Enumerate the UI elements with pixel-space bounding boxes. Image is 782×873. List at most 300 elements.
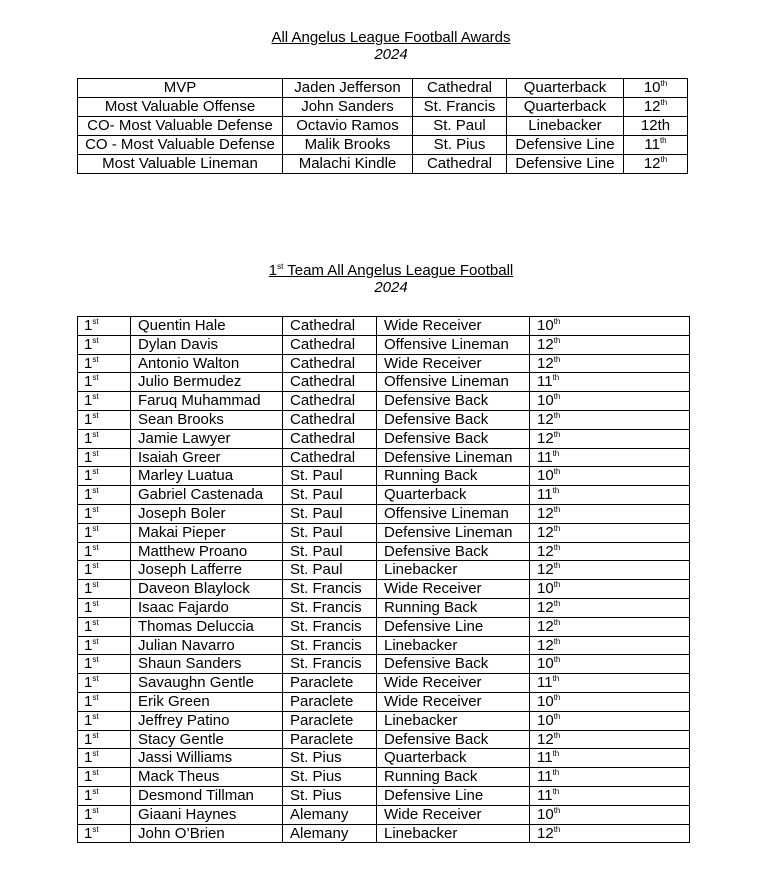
- first-team-table: [77, 316, 690, 843]
- grade-number: 11: [537, 373, 553, 391]
- team-ordinal: st: [92, 598, 99, 608]
- grade-ordinal: th: [553, 523, 561, 533]
- grade-number: 11: [644, 136, 660, 153]
- grade-ordinal: th: [553, 711, 561, 721]
- grade-cell: [530, 429, 690, 448]
- player-name: Jamie Lawyer: [131, 429, 283, 448]
- school-name: Paraclete: [283, 711, 377, 730]
- team-cell: [78, 467, 131, 486]
- team-ordinal: st: [92, 317, 99, 326]
- grade-number: 12: [537, 542, 554, 560]
- team-number: 1: [84, 467, 93, 485]
- team-ordinal: st: [92, 692, 99, 702]
- grade-cell: [530, 692, 690, 711]
- grade-ordinal: th: [552, 674, 560, 684]
- player-position: Running Back: [377, 768, 530, 787]
- grade-cell: [530, 467, 690, 486]
- player-position: Linebacker: [377, 636, 530, 655]
- player-name: Marley Luatua: [131, 467, 283, 486]
- player-position: Quarterback: [377, 749, 530, 768]
- school-name: Cathedral: [283, 392, 377, 411]
- team-cell: [78, 392, 131, 411]
- grade-ordinal: th: [553, 636, 561, 646]
- table-row: [78, 636, 690, 655]
- table-row: [78, 373, 690, 392]
- player-name: Mack Theus: [131, 768, 283, 787]
- team-ordinal: st: [92, 617, 99, 627]
- team-number: 1: [84, 749, 93, 767]
- school-name: St. Francis: [413, 98, 507, 117]
- player-name: Shaun Sanders: [131, 655, 283, 674]
- grade-cell: [530, 392, 690, 411]
- grade-number: 11: [537, 786, 553, 804]
- team-number: 1: [84, 504, 93, 522]
- team-number: 1: [84, 486, 93, 504]
- award-row: [78, 117, 688, 136]
- grade-cell: [530, 674, 690, 693]
- team-cell: [78, 805, 131, 824]
- grade-number: 12: [537, 410, 554, 428]
- team-number: 1: [84, 824, 93, 842]
- player-name: Joseph Lafferre: [131, 561, 283, 580]
- grade-number: 10: [537, 805, 554, 823]
- team-cell: [78, 335, 131, 354]
- player-position: Linebacker: [507, 117, 624, 136]
- team-number: 1: [84, 655, 93, 673]
- school-name: St. Francis: [283, 636, 377, 655]
- player-position: Wide Receiver: [377, 674, 530, 693]
- table-row: [78, 768, 690, 787]
- grade-number: 12: [537, 561, 554, 579]
- grade-cell: [530, 598, 690, 617]
- school-name: Alemany: [283, 824, 377, 843]
- table-row: [78, 786, 690, 805]
- school-name: St. Pius: [283, 749, 377, 768]
- team-number: 1: [84, 674, 93, 692]
- team-cell: [78, 561, 131, 580]
- team-cell: [78, 768, 131, 787]
- player-position: Defensive Back: [377, 655, 530, 674]
- grade-cell: [624, 79, 688, 98]
- team-cell: [78, 504, 131, 523]
- grade-cell: [530, 335, 690, 354]
- school-name: St. Pius: [283, 768, 377, 787]
- team-number: 1: [84, 786, 93, 804]
- grade-ordinal: th: [553, 805, 561, 815]
- player-position: Wide Receiver: [377, 317, 530, 336]
- awards-year: 2024: [374, 46, 408, 63]
- grade-cell: [624, 136, 688, 155]
- player-name: Antonio Walton: [131, 354, 283, 373]
- team-number: 1: [84, 448, 93, 466]
- grade-number: 12th: [640, 117, 671, 134]
- player-position: Offensive Lineman: [377, 504, 530, 523]
- awards-title: All Angelus League Football Awards: [271, 29, 511, 46]
- school-name: St. Francis: [283, 655, 377, 674]
- grade-number: 10: [643, 79, 661, 96]
- team-number: 1: [84, 636, 93, 654]
- grade-ordinal: th: [553, 335, 561, 345]
- player-name: Gabriel Castenada: [131, 486, 283, 505]
- school-name: Cathedral: [413, 79, 507, 98]
- grade-number: 12: [643, 155, 661, 172]
- player-position: Linebacker: [377, 561, 530, 580]
- team-ordinal: st: [92, 354, 99, 364]
- grade-ordinal: th: [553, 617, 561, 627]
- team-ordinal: st: [92, 824, 99, 834]
- team-ordinal: st: [92, 768, 99, 778]
- player-name: Desmond Tillman: [131, 786, 283, 805]
- grade-ordinal: th: [660, 155, 668, 164]
- team-cell: [78, 523, 131, 542]
- player-position: Offensive Lineman: [377, 373, 530, 392]
- grade-cell: [530, 354, 690, 373]
- team-ordinal: st: [92, 561, 99, 571]
- player-name: Sean Brooks: [131, 410, 283, 429]
- grade-ordinal: th: [552, 486, 560, 496]
- team-number: 1: [84, 429, 93, 447]
- grade-number: 10: [537, 655, 554, 673]
- team-cell: [78, 711, 131, 730]
- player-position: Defensive Back: [377, 542, 530, 561]
- grade-ordinal: th: [552, 373, 560, 383]
- award-row: [78, 155, 688, 174]
- award-name: CO- Most Valuable Defense: [78, 117, 283, 136]
- team-year: 2024: [374, 279, 408, 296]
- school-name: St. Pius: [283, 786, 377, 805]
- player-name: John Sanders: [283, 98, 413, 117]
- table-row: [78, 392, 690, 411]
- player-name: Jaden Jefferson: [283, 79, 413, 98]
- team-number: 1: [84, 523, 93, 541]
- team-cell: [78, 674, 131, 693]
- grade-cell: [530, 824, 690, 843]
- school-name: St. Paul: [283, 467, 377, 486]
- grade-ordinal: th: [553, 429, 561, 439]
- grade-number: 12: [537, 824, 554, 842]
- grade-cell: [530, 373, 690, 392]
- player-position: Running Back: [377, 467, 530, 486]
- grade-cell: [530, 636, 690, 655]
- team-cell: [78, 655, 131, 674]
- table-row: [78, 674, 690, 693]
- grade-number: 11: [537, 448, 553, 466]
- team-number: 1: [84, 392, 93, 410]
- team-number: 1: [84, 580, 93, 598]
- grade-ordinal: th: [553, 410, 561, 420]
- grade-ordinal: th: [553, 317, 561, 326]
- player-position: Offensive Lineman: [377, 335, 530, 354]
- school-name: Cathedral: [283, 429, 377, 448]
- grade-number: 11: [537, 749, 553, 767]
- grade-cell: [530, 711, 690, 730]
- team-cell: [78, 786, 131, 805]
- grade-ordinal: th: [553, 692, 561, 702]
- grade-number: 10: [537, 467, 554, 485]
- table-row: [78, 730, 690, 749]
- team-heading: [0, 262, 782, 296]
- team-cell: [78, 692, 131, 711]
- team-number: 1: [84, 373, 93, 391]
- award-name: MVP: [78, 79, 283, 98]
- team-title-text: Team All Angelus League Football: [283, 262, 514, 279]
- player-name: Jeffrey Patino: [131, 711, 283, 730]
- player-name: Stacy Gentle: [131, 730, 283, 749]
- grade-number: 10: [537, 711, 554, 729]
- team-ordinal: st: [92, 392, 99, 402]
- school-name: St. Francis: [283, 598, 377, 617]
- grade-cell: [530, 448, 690, 467]
- award-name: CO - Most Valuable Defense: [78, 136, 283, 155]
- award-row: [78, 79, 688, 98]
- grade-number: 11: [537, 768, 553, 786]
- grade-ordinal: th: [552, 749, 560, 759]
- table-row: [78, 429, 690, 448]
- team-cell: [78, 730, 131, 749]
- player-name: Makai Pieper: [131, 523, 283, 542]
- grade-ordinal: th: [553, 504, 561, 514]
- school-name: Paraclete: [283, 730, 377, 749]
- table-row: [78, 749, 690, 768]
- team-ordinal: st: [92, 674, 99, 684]
- player-position: Running Back: [377, 598, 530, 617]
- team-title-number: 1: [268, 262, 278, 279]
- team-cell: [78, 617, 131, 636]
- school-name: Cathedral: [283, 354, 377, 373]
- player-position: Quarterback: [507, 98, 624, 117]
- grade-cell: [530, 561, 690, 580]
- school-name: Cathedral: [283, 448, 377, 467]
- table-row: [78, 542, 690, 561]
- player-position: Defensive Line: [507, 136, 624, 155]
- player-name: Savaughn Gentle: [131, 674, 283, 693]
- table-row: [78, 561, 690, 580]
- player-position: Defensive Back: [377, 429, 530, 448]
- player-position: Defensive Line: [507, 155, 624, 174]
- grade-cell: [530, 317, 690, 336]
- team-ordinal: st: [92, 580, 99, 590]
- grade-ordinal: th: [553, 561, 561, 571]
- team-number: 1: [84, 335, 93, 353]
- table-row: [78, 335, 690, 354]
- player-position: Defensive Line: [377, 617, 530, 636]
- team-ordinal: st: [92, 636, 99, 646]
- player-name: Malachi Kindle: [283, 155, 413, 174]
- grade-number: 10: [537, 392, 554, 410]
- grade-ordinal: th: [552, 786, 560, 796]
- team-cell: [78, 636, 131, 655]
- player-position: Wide Receiver: [377, 692, 530, 711]
- school-name: St. Francis: [283, 580, 377, 599]
- team-number: 1: [84, 730, 93, 748]
- school-name: Cathedral: [283, 410, 377, 429]
- table-row: [78, 711, 690, 730]
- player-position: Wide Receiver: [377, 805, 530, 824]
- team-ordinal: st: [92, 504, 99, 514]
- team-ordinal: st: [92, 410, 99, 420]
- table-row: [78, 580, 690, 599]
- player-position: Defensive Back: [377, 392, 530, 411]
- school-name: Cathedral: [283, 335, 377, 354]
- school-name: St. Paul: [413, 117, 507, 136]
- team-ordinal: st: [92, 467, 99, 477]
- school-name: Cathedral: [283, 317, 377, 336]
- team-ordinal: st: [92, 805, 99, 815]
- player-position: Defensive Lineman: [377, 448, 530, 467]
- team-ordinal: st: [92, 730, 99, 740]
- grade-number: 12: [537, 504, 554, 522]
- awards-heading: [0, 29, 782, 63]
- school-name: Paraclete: [283, 692, 377, 711]
- team-number: 1: [84, 561, 93, 579]
- table-row: [78, 486, 690, 505]
- grade-cell: [624, 117, 688, 136]
- team-cell: [78, 317, 131, 336]
- player-position: Linebacker: [377, 711, 530, 730]
- grade-ordinal: th: [553, 824, 561, 834]
- grade-ordinal: th: [553, 580, 561, 590]
- grade-ordinal: th: [553, 392, 561, 402]
- grade-ordinal: th: [660, 98, 668, 107]
- player-position: Quarterback: [507, 79, 624, 98]
- player-position: Wide Receiver: [377, 580, 530, 599]
- table-row: [78, 523, 690, 542]
- school-name: St. Paul: [283, 504, 377, 523]
- player-name: Giaani Haynes: [131, 805, 283, 824]
- team-ordinal: st: [92, 486, 99, 496]
- player-name: Thomas Deluccia: [131, 617, 283, 636]
- player-name: Malik Brooks: [283, 136, 413, 155]
- player-name: Jassi Williams: [131, 749, 283, 768]
- grade-cell: [530, 542, 690, 561]
- team-ordinal: st: [92, 335, 99, 345]
- school-name: Alemany: [283, 805, 377, 824]
- grade-number: 10: [537, 580, 554, 598]
- team-number: 1: [84, 598, 93, 616]
- award-row: [78, 98, 688, 117]
- school-name: St. Pius: [413, 136, 507, 155]
- grade-cell: [530, 786, 690, 805]
- grade-number: 12: [537, 636, 554, 654]
- grade-ordinal: th: [660, 79, 668, 88]
- team-number: 1: [84, 542, 93, 560]
- team-cell: [78, 749, 131, 768]
- grade-cell: [530, 504, 690, 523]
- table-row: [78, 692, 690, 711]
- team-cell: [78, 542, 131, 561]
- player-position: Defensive Lineman: [377, 523, 530, 542]
- grade-ordinal: th: [552, 448, 560, 458]
- grade-number: 12: [537, 335, 554, 353]
- grade-number: 12: [537, 429, 554, 447]
- table-row: [78, 805, 690, 824]
- team-ordinal: st: [92, 749, 99, 759]
- team-cell: [78, 410, 131, 429]
- player-name: Isaiah Greer: [131, 448, 283, 467]
- grade-cell: [530, 655, 690, 674]
- team-cell: [78, 580, 131, 599]
- table-row: [78, 824, 690, 843]
- team-number: 1: [84, 317, 93, 334]
- grade-number: 12: [537, 730, 554, 748]
- grade-ordinal: th: [553, 542, 561, 552]
- grade-cell: [530, 580, 690, 599]
- grade-ordinal: th: [553, 730, 561, 740]
- player-name: Faruq Muhammad: [131, 392, 283, 411]
- player-position: Defensive Back: [377, 410, 530, 429]
- player-name: Erik Green: [131, 692, 283, 711]
- grade-ordinal: th: [552, 768, 560, 778]
- table-row: [78, 617, 690, 636]
- school-name: St. Francis: [283, 617, 377, 636]
- table-row: [78, 317, 690, 336]
- player-name: Isaac Fajardo: [131, 598, 283, 617]
- team-number: 1: [84, 617, 93, 635]
- grade-number: 11: [537, 674, 553, 692]
- team-ordinal: st: [92, 373, 99, 383]
- grade-ordinal: th: [553, 655, 561, 665]
- team-cell: [78, 598, 131, 617]
- table-row: [78, 448, 690, 467]
- grade-number: 10: [537, 317, 554, 334]
- team-number: 1: [84, 711, 93, 729]
- award-name: Most Valuable Offense: [78, 98, 283, 117]
- grade-cell: [530, 486, 690, 505]
- award-row: [78, 136, 688, 155]
- grade-cell: [530, 410, 690, 429]
- player-position: Defensive Line: [377, 786, 530, 805]
- player-name: Daveon Blaylock: [131, 580, 283, 599]
- table-row: [78, 598, 690, 617]
- grade-number: 12: [537, 617, 554, 635]
- grade-cell: [530, 730, 690, 749]
- player-name: Joseph Boler: [131, 504, 283, 523]
- school-name: St. Paul: [283, 486, 377, 505]
- school-name: Cathedral: [283, 373, 377, 392]
- team-cell: [78, 354, 131, 373]
- grade-cell: [530, 617, 690, 636]
- team-ordinal: st: [92, 786, 99, 796]
- team-ordinal: st: [92, 523, 99, 533]
- grade-number: 12: [537, 523, 554, 541]
- grade-number: 12: [537, 598, 554, 616]
- grade-cell: [530, 768, 690, 787]
- grade-number: 11: [537, 486, 553, 504]
- team-number: 1: [84, 768, 93, 786]
- player-name: Octavio Ramos: [283, 117, 413, 136]
- school-name: Paraclete: [283, 674, 377, 693]
- team-ordinal: st: [92, 429, 99, 439]
- team-title-ordinal: st: [277, 262, 284, 271]
- team-number: 1: [84, 805, 93, 823]
- school-name: St. Paul: [283, 523, 377, 542]
- table-row: [78, 504, 690, 523]
- grade-ordinal: th: [659, 136, 667, 145]
- player-name: Julian Navarro: [131, 636, 283, 655]
- grade-number: 12: [643, 98, 661, 115]
- grade-cell: [530, 749, 690, 768]
- table-row: [78, 354, 690, 373]
- player-name: John O’Brien: [131, 824, 283, 843]
- player-name: Julio Bermudez: [131, 373, 283, 392]
- team-ordinal: st: [92, 711, 99, 721]
- player-position: Wide Receiver: [377, 354, 530, 373]
- award-name: Most Valuable Lineman: [78, 155, 283, 174]
- school-name: St. Paul: [283, 542, 377, 561]
- grade-cell: [530, 805, 690, 824]
- grade-cell: [624, 155, 688, 174]
- player-position: Quarterback: [377, 486, 530, 505]
